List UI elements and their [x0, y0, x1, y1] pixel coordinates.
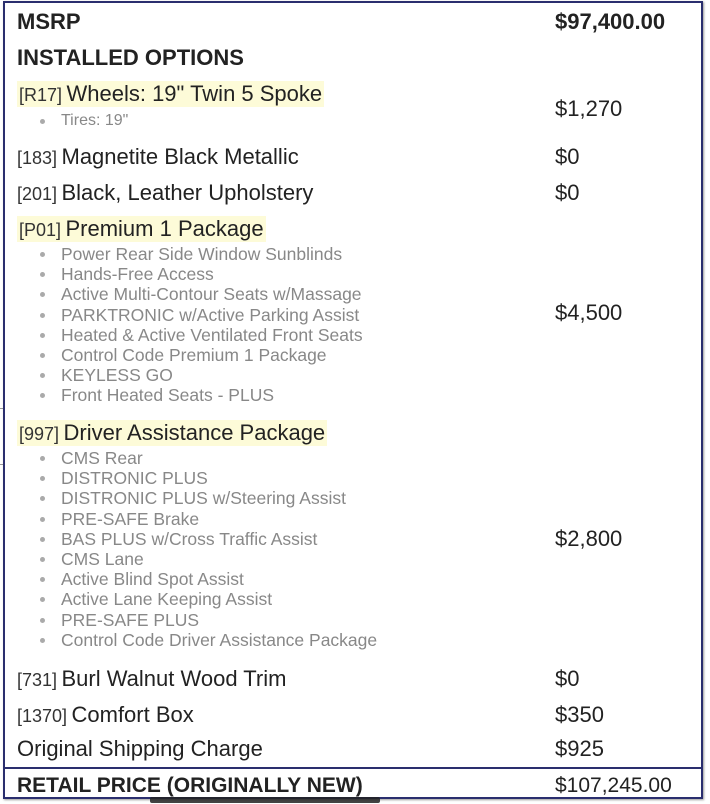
feature-list — [5, 448, 377, 650]
msrp-label: MSRP — [17, 9, 81, 34]
option-price: $0 — [555, 180, 580, 205]
feature-item: Front Heated Seats - PLUS — [61, 385, 363, 405]
feature-item: Control Code Premium 1 Package — [61, 345, 363, 365]
shipping-label: Original Shipping Charge — [17, 736, 263, 761]
msrp-value: $97,400.00 — [555, 9, 666, 34]
feature-item: Active Blind Spot Assist — [61, 569, 377, 589]
option-name: Black, Leather Upholstery — [61, 180, 314, 205]
feature-item: PRE-SAFE Brake — [61, 509, 377, 529]
option-price: $0 — [555, 144, 580, 169]
option-name: Driver Assistance Package — [63, 420, 326, 445]
option-title — [17, 81, 324, 107]
option-name: Comfort Box — [71, 702, 194, 727]
option-code: [183] — [17, 148, 58, 168]
option-code: [731] — [17, 670, 58, 690]
option-price: $1,270 — [555, 96, 623, 121]
option-code: [1370] — [17, 706, 68, 726]
option-price: $2,800 — [555, 526, 623, 551]
option-code: [P01] — [19, 220, 62, 240]
option-price: $350 — [555, 702, 604, 727]
feature-item: KEYLESS GO — [61, 365, 363, 385]
option-title — [17, 144, 299, 170]
feature-item: Tires: 19" — [61, 111, 128, 131]
feature-item: BAS PLUS w/Cross Traffic Assist — [61, 529, 377, 549]
shipping-value: $925 — [555, 736, 604, 761]
option-name: Wheels: 19" Twin 5 Spoke — [66, 81, 323, 106]
option-title — [17, 666, 286, 692]
feature-list — [5, 111, 128, 131]
option-code: [997] — [19, 424, 60, 444]
feature-item: DISTRONIC PLUS w/Steering Assist — [61, 488, 377, 508]
feature-item: Power Rear Side Window Sunblinds — [61, 244, 363, 264]
option-title — [17, 180, 313, 206]
option-title — [17, 702, 194, 728]
feature-item: Control Code Driver Assistance Package — [61, 629, 378, 650]
feature-item: DISTRONIC PLUS — [61, 468, 377, 488]
feature-item: Hands-Free Access — [61, 264, 363, 284]
feature-item: Heated & Active Ventilated Front Seats — [61, 324, 363, 345]
retail-price-label: RETAIL PRICE (ORIGINALLY NEW) — [17, 774, 363, 797]
feature-item: PARKTRONIC w/Active Parking Assist — [61, 305, 363, 325]
total-divider — [5, 767, 701, 769]
option-code: [201] — [17, 184, 58, 204]
feature-list — [5, 244, 363, 406]
option-title — [17, 420, 327, 446]
option-price: $0 — [555, 666, 580, 691]
option-title — [17, 216, 266, 242]
window-sticker: MSRP $97,400.00 INSTALLED OPTIONS [R17] Wheels: 19" Twin 5 Spoke Tires: 19" $1,270 [183] Magnetite Black Metallic $0 [201] Black, Leather Upholstery $0 [P01] Premium 1 Package Power Rear Side Window Sunblinds Hands-Free Access Active Multi-Contour Seats w/Massage PARKTRONIC w/Active Parking Assist Heated & Active Ventilated Front Seats Control Code Premium 1 Package KEYLESS GO Front Heated Seats - PLUS $4,500 [997] Driver Assistance Package CMS Rear DISTRONIC PLUS DISTRONIC PLUS w/Steering Assist PRE-SAFE Brake BAS PLUS w/Cross Traffic Assist CMS Lane Active Blind Spot Assist Active Lane Keeping Assist PRE-SAFE PLUS Control Code Driver Assistance Package $2,800 [731] Burl Walnut Wood Trim $0 [1370] Comfort Box $350 Original Shipping Charge $925 RETAIL PRICE (ORIGINALLY NEW) $107,245.00 — [3, 1, 703, 799]
feature-item: PRE-SAFE PLUS — [61, 610, 377, 630]
option-code: [R17] — [19, 85, 63, 105]
feature-item: Active Lane Keeping Assist — [61, 589, 377, 609]
feature-item: CMS Rear — [61, 448, 377, 468]
option-price: $4,500 — [555, 300, 623, 325]
option-name: Premium 1 Package — [65, 216, 264, 241]
retail-price-value: $107,245.00 — [555, 774, 672, 797]
option-name: Burl Walnut Wood Trim — [61, 666, 287, 691]
feature-item: CMS Lane — [61, 549, 377, 569]
feature-item: Active Multi-Contour Seats w/Massage — [61, 284, 362, 305]
option-name: Magnetite Black Metallic — [61, 144, 299, 169]
background-text-fragment — [150, 797, 380, 803]
